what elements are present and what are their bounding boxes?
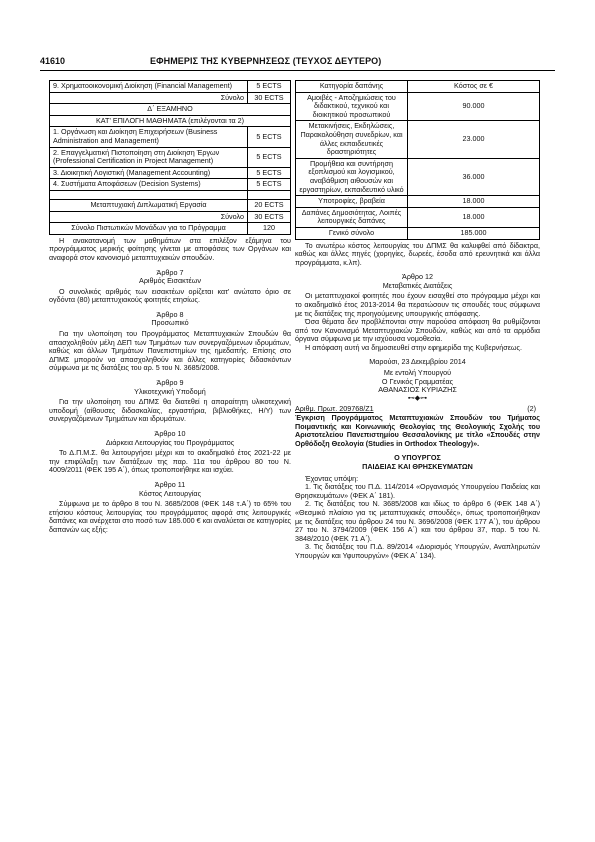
table-row	[50, 179, 291, 191]
course-ects: 5 ECTS	[248, 179, 291, 191]
signature-line: Με εντολή Υπουργού	[383, 368, 452, 378]
course-name: 9. Χρηματοοικονομική Διοίκηση (Financial Management)	[50, 81, 248, 93]
total-label: Σύνολο Πιστωτικών Μονάδων για το Πρόγραμμα	[50, 223, 248, 235]
sum-ects: 30 ECTS	[248, 211, 291, 223]
article-11-title: Κόστος Λειτουργίας	[138, 488, 202, 498]
cost-amount-header: Κόστος σε €	[408, 81, 540, 93]
thesis-name: Μεταπτυχιακή Διπλωματική Εργασία	[50, 199, 248, 211]
article-8-text: Για την υλοποίηση του Προγράμματος Μεταπτυχιακών Σπουδών θα απασχοληθούν μέλη ΔΕΠ των Τμημάτων των συνεργαζόμενων ιδρυμάτων, καθώς και άλλων Τμημάτων Πανεπιστημίων της ημεδαπής. Επίσης στο ΔΠΜΣ μπορούν να απασχοληθούν και άλλες κατηγορίες διδασκόντων σύμφωνα με τις διατάξεις του αρ. 5 του Ν. 3685/2008.	[49, 329, 291, 373]
cost-total-value: 185.000	[408, 227, 540, 239]
article-8-number: Άρθρο 8	[156, 309, 184, 319]
course-ects: 5 ECTS	[248, 81, 291, 93]
article-12-paragraph: Όσα θέματα δεν προβλέπονται στην παρούσα απόφαση θα ρυθμίζονται από τον Κανονισμό Μεταπτυχιακών Σπουδών, καθώς και από τα αρμόδια όργανα σύμφωνα με την ισχύουσα νομοθεσία.	[295, 317, 540, 344]
course-ects: 5 ECTS	[248, 167, 291, 179]
cost-category: Δαπάνες Δημοσιότητας, Λοιπές λειτουργικές δαπάνες	[296, 207, 408, 227]
table-row	[50, 147, 291, 167]
signature-place-date: Μαρούσι, 23 Δεκεμβρίου 2014	[369, 356, 466, 366]
cost-category-header: Κατηγορία δαπάνης	[296, 81, 408, 93]
course-name: 1. Οργάνωση και Διοίκηση Επιχειρήσεων (Business Administration and Management)	[50, 127, 248, 147]
article-10-title: Διάρκεια Λειτουργίας του Προγράμματος	[105, 437, 235, 447]
article-12-number: Άρθρο 12	[402, 272, 433, 282]
cost-amount: 90.000	[408, 92, 540, 121]
document-title: Έγκριση Προγράμματος Μεταπτυχιακών Σπουδών του Τμήματος Ποιμαντικής και Κοινωνικής Θεολογίας της Θεολογικής Σχολής του Αριστοτελείου Πανεπιστημίου Θεσσαλονίκης με τίτλο «Σπουδές στην Ορθόδοξη Θεολογία (Studies in Orthodox Theology)».	[295, 413, 540, 448]
cost-category: Αμοιβές - Αποζημιώσεις του διδακτικού, τεχνικού και διοικητικού προσωπικού	[296, 92, 408, 121]
article-10-number: Άρθρο 10	[154, 429, 186, 438]
table-row	[50, 92, 291, 104]
semester-title: Δ΄ ΕΞΑΜΗΝΟ	[50, 104, 291, 116]
cost-category: Μετακινήσεις, Εκδηλώσεις, Παρακολούθηση συνεδρίων, και άλλες εκπαιδευτικές δραστηριότητες	[296, 121, 408, 158]
table-row	[50, 104, 291, 116]
article-11-text: Σύμφωνα με το άρθρο 8 του Ν. 3685/2008 (ΦΕΚ 148 τ.Α΄) το 65% του ετήσιου κόστους λειτουργίας του προγράμματος αφορά στις λειτουργικές δαπάνες και ανέρχεται στο ποσό των 185.000 € και αναλύεται σε κατηγορίες δαπανών ως εξής:	[49, 499, 291, 534]
document-index: (2)	[527, 404, 536, 413]
cost-category: Υποτροφίες, βραβεία	[296, 196, 408, 208]
article-12-title: Μεταβατικές Διατάξεις	[382, 280, 453, 290]
empty-cell	[248, 190, 291, 199]
article-12-paragraph: Η απόφαση αυτή να δημοσιευθεί στην εφημερίδα της Κυβερνήσεως.	[305, 343, 522, 353]
course-ects: 5 ECTS	[248, 127, 291, 147]
course-ects: 5 ECTS	[248, 147, 291, 167]
article-8-title: Προσωπικό	[151, 318, 189, 328]
ministry-heading: ΠΑΙΔΕΙΑΣ ΚΑΙ ΘΡΗΣΚΕΥΜΑΤΩΝ	[362, 461, 473, 471]
table-row	[296, 121, 540, 158]
page-number: 41610	[40, 56, 66, 66]
gazette-title: ΕΦΗΜΕΡΙΣ ΤΗΣ ΚΥΒΕΡΝΗΣΕΩΣ (ΤΕΥΧΟΣ ΔΕΥΤΕΡΟ)	[150, 56, 382, 66]
signature-line: Ο Γενικός Γραμματέας	[381, 376, 454, 386]
table-row	[50, 115, 291, 127]
thesis-ects: 20 ECTS	[248, 199, 291, 211]
curriculum-note: Η ανακατανομή των μαθημάτων στα επιλέξον εξάμηνα του προγράμματος μερικής φοίτησης γίνεται με αποφάσεις των Οργάνων και αναφορά στον κανονισμό μεταπτυχιακών σπουδών.	[49, 235, 291, 262]
having-regard-label: Έχοντας υπόψη:	[305, 473, 359, 483]
header-rule	[40, 70, 555, 71]
table-row	[50, 167, 291, 179]
article-7-text: Ο συνολικός αριθμός των εισακτέων ορίζεται κατ' ανώτατο όριο σε ογδόντα (80) μεταπτυχιακούς φοιτητές ετησίως.	[49, 286, 291, 305]
cost-amount: 18.000	[408, 207, 540, 227]
table-row	[50, 127, 291, 147]
table-row	[296, 196, 540, 208]
article-12-paragraph: Οι μεταπτυχιακοί φοιτητές που έχουν εισαχθεί στο πρόγραμμα μέχρι και το ακαδημαϊκό έτος 2013-2014 θα περατώσουν τις σπουδές τους σύμφωνα με τις διατάξεις της προηγούμενης υπουργικής απόφασης.	[295, 291, 540, 318]
recital-1: 1. Τις διατάξεις του Π.Δ. 114/2014 «Οργανισμός Υπουργείου Παιδείας και Θρησκευμάτων» (ΦΕΚ Α΄ 181).	[295, 482, 540, 500]
cost-table	[295, 80, 540, 240]
right-column	[295, 80, 540, 561]
sum-label: Σύνολο	[50, 92, 248, 104]
table-row	[50, 81, 291, 93]
article-9-title: Υλικοτεχνική Υποδομή	[134, 386, 206, 396]
table-row	[296, 158, 540, 195]
total-value: 120	[248, 223, 291, 235]
table-row	[50, 211, 291, 223]
course-name: 2. Επαγγελματική Πιστοποίηση στη Διοίκηση Έργων (Professional Certification in Project Management)	[50, 147, 248, 167]
table-row	[296, 92, 540, 121]
semester-subtitle: ΚΑΤ' ΕΠΙΛΟΓΗ ΜΑΘΗΜΑΤΑ (επιλέγονται τα 2)	[50, 115, 291, 127]
document-number: Αριθμ. Πρωτ. 209768/Ζ1	[295, 404, 374, 413]
signatory-name: ΑΘΑΝΑΣΙΟΣ ΚΥΡΙΑΖΗΣ	[378, 385, 457, 395]
table-row	[296, 227, 540, 239]
sum-label: Σύνολο	[50, 211, 248, 223]
article-7-number: Άρθρο 7	[156, 267, 184, 277]
course-name: 3. Διοικητική Λογιστική (Management Accounting)	[50, 167, 248, 179]
curriculum-table	[49, 80, 291, 235]
empty-cell	[50, 190, 248, 199]
cost-category: Προμήθεια και συντήρηση εξοπλισμού και λογισμικού, αναβάθμιση αιθουσών και εργαστηρίων, εκπαιδευτικό υλικό	[296, 158, 408, 195]
recital-3: 3. Τις διατάξεις του Π.Δ. 89/2014 «Διορισμός Υπουργών, Αναπληρωτών Υπουργών και Υφυπουργών» (ΦΕΚ Α΄ 134).	[295, 542, 540, 560]
article-9-text: Για την υλοποίηση του ΔΠΜΣ θα διατεθεί η απαραίτητη υλικοτεχνική υποδομή (αίθουσες διδασκαλίας, εργαστήρια, βιβλιοθήκες, Η/Υ) των συνεργαζόμενων Τμημάτων και ιδρυμάτων.	[49, 397, 291, 424]
minister-heading: Ο ΥΠΟΥΡΓΟΣ	[394, 453, 441, 463]
cost-total-label: Γενικό σύνολο	[296, 227, 408, 239]
cost-amount: 18.000	[408, 196, 540, 208]
cost-amount: 23.000	[408, 121, 540, 158]
left-column	[49, 80, 291, 535]
section-divider: ⊷◆⊶	[407, 395, 428, 402]
table-header-row	[296, 81, 540, 93]
recital-2: 2. Τις διατάξεις του Ν. 3685/2008 και ιδίως το άρθρο 6 (ΦΕΚ 148 Α΄) «Θεσμικό πλαίσιο για τις μεταπτυχιακές σπουδές», όπως τροποποιήθηκαν με τις διατάξεις του άρθρου 24 του Ν. 3696/2008 (ΦΕΚ 177 Α΄), του άρθρου 27 του Ν. 3794/2009 (ΦΕΚ 156 Α΄) και του άρθρου 37, παρ. 5 του Ν. 3848/2010 (ΦΕΚ 71 Α΄).	[295, 499, 540, 543]
article-11-number: Άρθρο 11	[154, 479, 186, 489]
article-10-text: Το Δ.Π.Μ.Σ. θα λειτουργήσει μέχρι και το ακαδημαϊκό έτος 2021-22 με την επιφύλαξη των διατάξεων της παρ. 11α του άρθρου 80 του Ν. 4009/2011 (ΦΕΚ 195 Α΄), όπως τροποποιήθηκε και ισχύει.	[49, 448, 291, 475]
sum-ects: 30 ECTS	[248, 92, 291, 104]
article-7-title: Αριθμός Εισακτέων	[139, 276, 201, 286]
table-row	[50, 199, 291, 211]
page-header	[40, 56, 555, 68]
course-name: 4. Συστήματα Αποφάσεων (Decision Systems)	[50, 179, 248, 191]
document-number-row	[295, 405, 540, 414]
table-row	[50, 190, 291, 199]
article-9-number: Άρθρο 9	[156, 378, 184, 388]
table-row	[296, 207, 540, 227]
table-row	[50, 223, 291, 235]
cost-amount: 36.000	[408, 158, 540, 195]
cost-note: Το ανωτέρω κόστος λειτουργίας του ΔΠΜΣ θα καλυφθεί από δίδακτρα, καθώς και άλλες πηγές (χορηγίες, δωρεές, έσοδα από ερευνητικά και άλλα προγράμματα, κ.λπ).	[295, 240, 540, 267]
